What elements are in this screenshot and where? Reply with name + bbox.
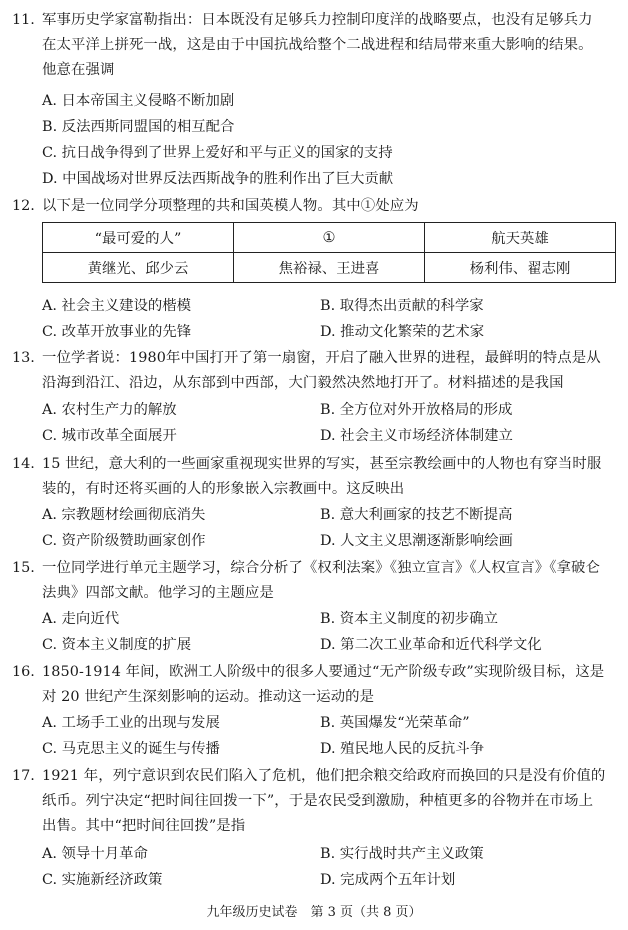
question-12-number: 12.	[12, 198, 35, 214]
question-17-option-d: D. 完成两个五年计划	[320, 872, 456, 888]
question-14-stem-line-2: 装的，有时还将买画的人的形象嵌入宗教画中。这反映出	[42, 481, 405, 497]
question-12-option-a: A. 社会主义建设的楷模	[42, 298, 192, 314]
question-14-option-a: A. 宗教题材绘画彻底消失	[42, 507, 206, 523]
question-13-option-a: A. 农村生产力的解放	[42, 402, 177, 418]
heroes-table-cell: 黄继光、邱少云	[43, 253, 234, 283]
question-15-option-c: C. 资本主义制度的扩展	[42, 637, 192, 653]
question-13-option-c: C. 城市改革全面展开	[42, 428, 177, 444]
question-14-stem-line-1: 15 世纪，意大利的一些画家重视现实世界的写实，甚至宗教绘画中的人物也有穿当时服	[42, 456, 602, 472]
question-12-option-b: B. 取得杰出贡献的科学家	[320, 298, 484, 314]
heroes-table-header-row	[43, 223, 616, 253]
question-13-option-d: D. 社会主义市场经济体制建立	[320, 428, 513, 444]
question-13-stem-line-2: 沿海到沿江、沿边，从东部到中西部，大门毅然决然地打开了。材料描述的是我国	[42, 375, 564, 391]
question-14-number: 14.	[12, 456, 35, 472]
question-17-option-a: A. 领导十月革命	[42, 846, 148, 862]
question-16-number: 16.	[12, 664, 35, 680]
question-17-stem-line-3: 出售。其中“把时间往回拨”是指	[42, 818, 246, 834]
question-17-option-c: C. 实施新经济政策	[42, 872, 163, 888]
heroes-table-header-cell: ①	[234, 223, 425, 253]
question-16-option-c: C. 马克思主义的诞生与传播	[42, 741, 220, 757]
heroes-table-header-cell: “最可爱的人”	[43, 223, 234, 253]
question-17-stem-line-2: 纸币。列宁决定“把时间往回拨一下”，于是农民受到激励，种植更多的谷物并在市场上	[42, 793, 594, 809]
question-14-option-d: D. 人文主义思潮逐渐影响绘画	[320, 533, 513, 549]
page-footer: 九年级历史试卷 第 3 页（共 8 页）	[206, 905, 422, 920]
question-16-stem-line-2: 对 20 世纪产生深刻影响的运动。推动这一运动的是	[42, 689, 375, 705]
question-16-stem-line-1: 1850-1914 年间，欧洲工人阶级中的很多人要通过“无产阶级专政”实现阶级目标，这是	[42, 664, 605, 680]
heroes-table-row	[43, 253, 616, 283]
question-13-option-b: B. 全方位对外开放格局的形成	[320, 402, 513, 418]
question-17-stem-line-1: 1921 年，列宁意识到农民们陷入了危机，他们把余粮交给政府而换回的只是没有价值的	[42, 768, 606, 784]
question-16-option-b: B. 英国爆发“光荣革命”	[320, 715, 470, 731]
question-15-number: 15.	[12, 560, 35, 576]
heroes-table-cell: 焦裕禄、王进喜	[234, 253, 425, 283]
question-12-option-d: D. 推动文化繁荣的艺术家	[320, 324, 485, 340]
question-12-stem-line-1: 以下是一位同学分项整理的共和国英模人物。其中①处应为	[42, 198, 419, 214]
question-11-number: 11.	[12, 12, 35, 28]
question-17-number: 17.	[12, 768, 35, 784]
question-13-number: 13.	[12, 350, 35, 366]
question-16-option-d: D. 殖民地人民的反抗斗争	[320, 741, 485, 757]
heroes-table-cell: 杨利伟、翟志刚	[425, 253, 616, 283]
question-11-option-b: B. 反法西斯同盟国的相互配合	[42, 119, 235, 135]
question-11-option-d: D. 中国战场对世界反法西斯战争的胜利作出了巨大贡献	[42, 171, 394, 187]
question-15-option-d: D. 第二次工业革命和近代科学文化	[320, 637, 542, 653]
heroes-table-header-cell: 航天英雄	[425, 223, 616, 253]
question-16-option-a: A. 工场手工业的出现与发展	[42, 715, 220, 731]
question-14-option-b: B. 意大利画家的技艺不断提高	[320, 507, 513, 523]
question-15-stem-line-1: 一位同学进行单元主题学习，综合分析了《权利法案》《独立宣言》《人权宣言》《拿破仑	[42, 560, 601, 576]
question-11-option-a: A. 日本帝国主义侵略不断加剧	[42, 93, 235, 109]
question-17-option-b: B. 实行战时共产主义政策	[320, 846, 484, 862]
question-14-option-c: C. 资产阶级赞助画家创作	[42, 533, 206, 549]
question-15-option-a: A. 走向近代	[42, 611, 120, 627]
question-15-option-b: B. 资本主义制度的初步确立	[320, 611, 499, 627]
heroes-table	[42, 222, 616, 283]
question-11-stem-line-2: 在太平洋上拼死一战，这是由于中国抗战给整个二战进程和结局带来重大影响的结果。	[42, 37, 593, 53]
question-11-stem-line-1: 军事历史学家富勒指出：日本既没有足够兵力控制印度洋的战略要点，也没有足够兵力	[42, 12, 593, 28]
question-11-stem-line-3: 他意在强调	[42, 62, 115, 78]
question-11-option-c: C. 抗日战争得到了世界上爱好和平与正义的国家的支持	[42, 145, 393, 161]
question-13-stem-line-1: 一位学者说：1980年中国打开了第一扇窗，开启了融入世界的进程，最鲜明的特点是从	[42, 350, 601, 366]
question-15-stem-line-2: 法典》四部文献。他学习的主题应是	[42, 585, 274, 601]
question-12-option-c: C. 改革开放事业的先锋	[42, 324, 192, 340]
